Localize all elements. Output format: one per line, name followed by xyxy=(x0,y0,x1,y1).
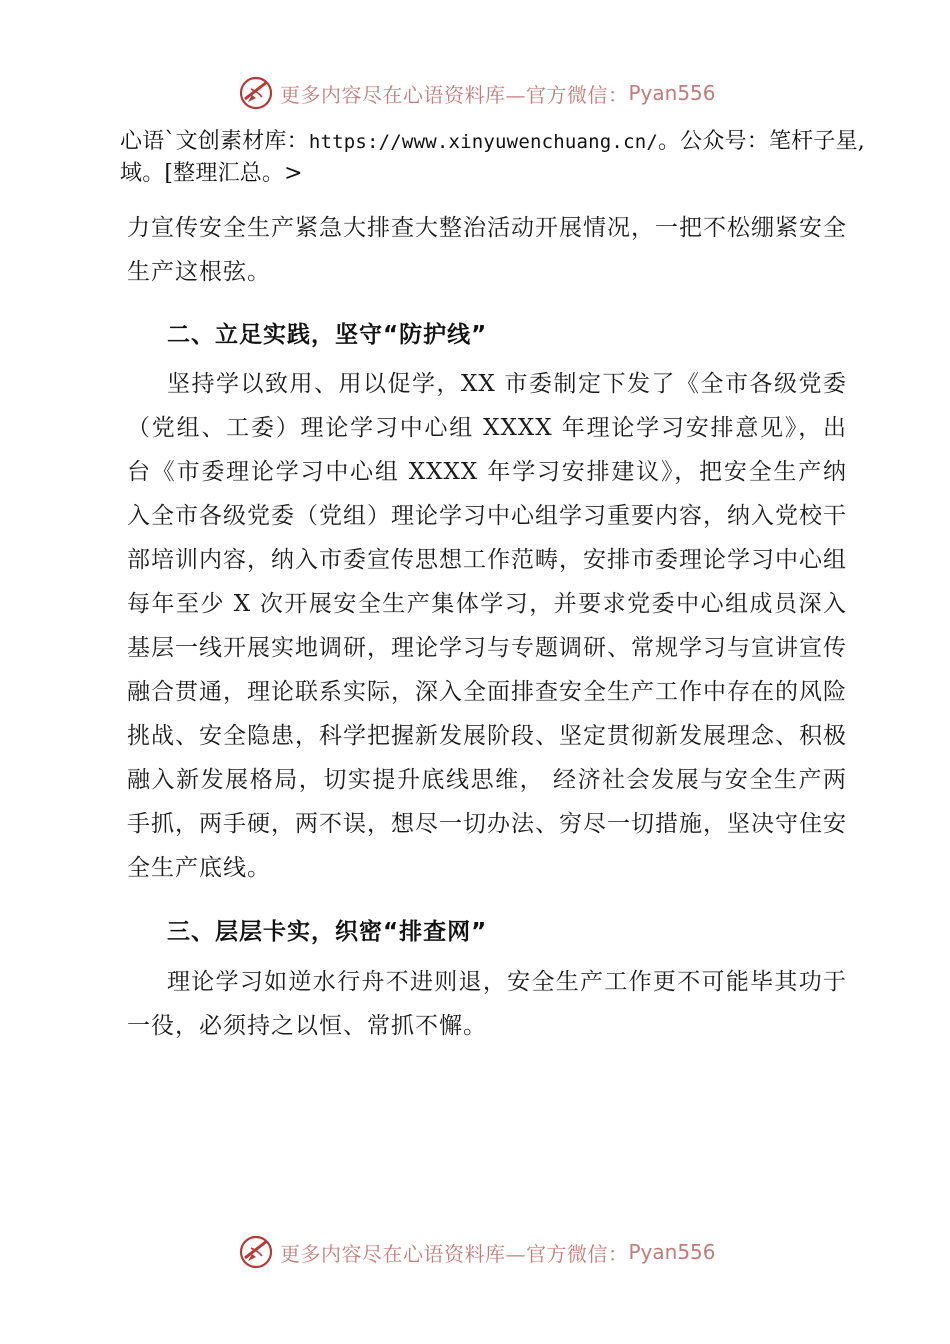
pen-in-circle-logo-icon xyxy=(238,1234,274,1270)
paragraph-section-2: 坚持学以致用、用以促学，XX 市委制定下发了《全市各级党委（党组、工委）理论学习中心组 XXXX 年理论学习安排意见》，出台《市委理论学习中心组 XXXX 年学习安排建议》，把安全生产纳入全市各级党委（党组）理论学习中心组学习重要内容，纳入党校干部培训内容，纳入市委宣传思想工作范畴，安排市委理论学习中心组每年至少 X 次开展安全生产集体学习，并要求党委中心组成员深入基层一线开展实地调研，理论学习与专题调研、常规学习与宣讲宣传融合贯通，理论联系实际，深入全面排查安全生产工作中存在的风险挑战、安全隐患，科学把握新发展阶段、坚定贯彻新发展理念、积极融入新发展格局，切实提升底线思维， 经济社会发展与安全生产两手抓，两手硬，两不误，想尽一切办法、穷尽一切措施，坚决守住安全生产底线。 xyxy=(127,371,847,881)
watermark-text: 更多内容尽在心语资料库—官方微信： xyxy=(280,1241,629,1266)
paragraph-continued: 力宣传安全生产紧急大排查大整治活动开展情况，一把不松绷紧安全生产这根弦。 xyxy=(127,215,847,285)
watermark-banner-top xyxy=(238,73,716,113)
section-heading-2: 二、立足实践，坚守“防护线” xyxy=(167,322,488,348)
source-url-link[interactable]: https://www.xinyuwenchuang.cn/ xyxy=(308,131,658,153)
pen-in-circle-logo-icon xyxy=(238,75,274,111)
watermark-banner-bottom xyxy=(238,1232,716,1272)
watermark-wechat-id: Pyan556 xyxy=(628,81,716,105)
source-note-suffix: 。公众号：笔杆子星,域。[整理汇总。> xyxy=(120,129,865,186)
source-note-prefix: 心语`文创素材库： xyxy=(120,129,309,154)
watermark-text: 更多内容尽在心语资料库—官方微信： xyxy=(280,82,629,107)
source-note xyxy=(120,126,880,189)
section-heading-3: 三、层层卡实，织密“排查网” xyxy=(167,919,488,945)
watermark-wechat-id: Pyan556 xyxy=(628,1240,716,1264)
paragraph-section-3: 理论学习如逆水行舟不进则退，安全生产工作更不可能毕其功于一役，必须持之以恒、常抓不懈。 xyxy=(127,969,847,1039)
